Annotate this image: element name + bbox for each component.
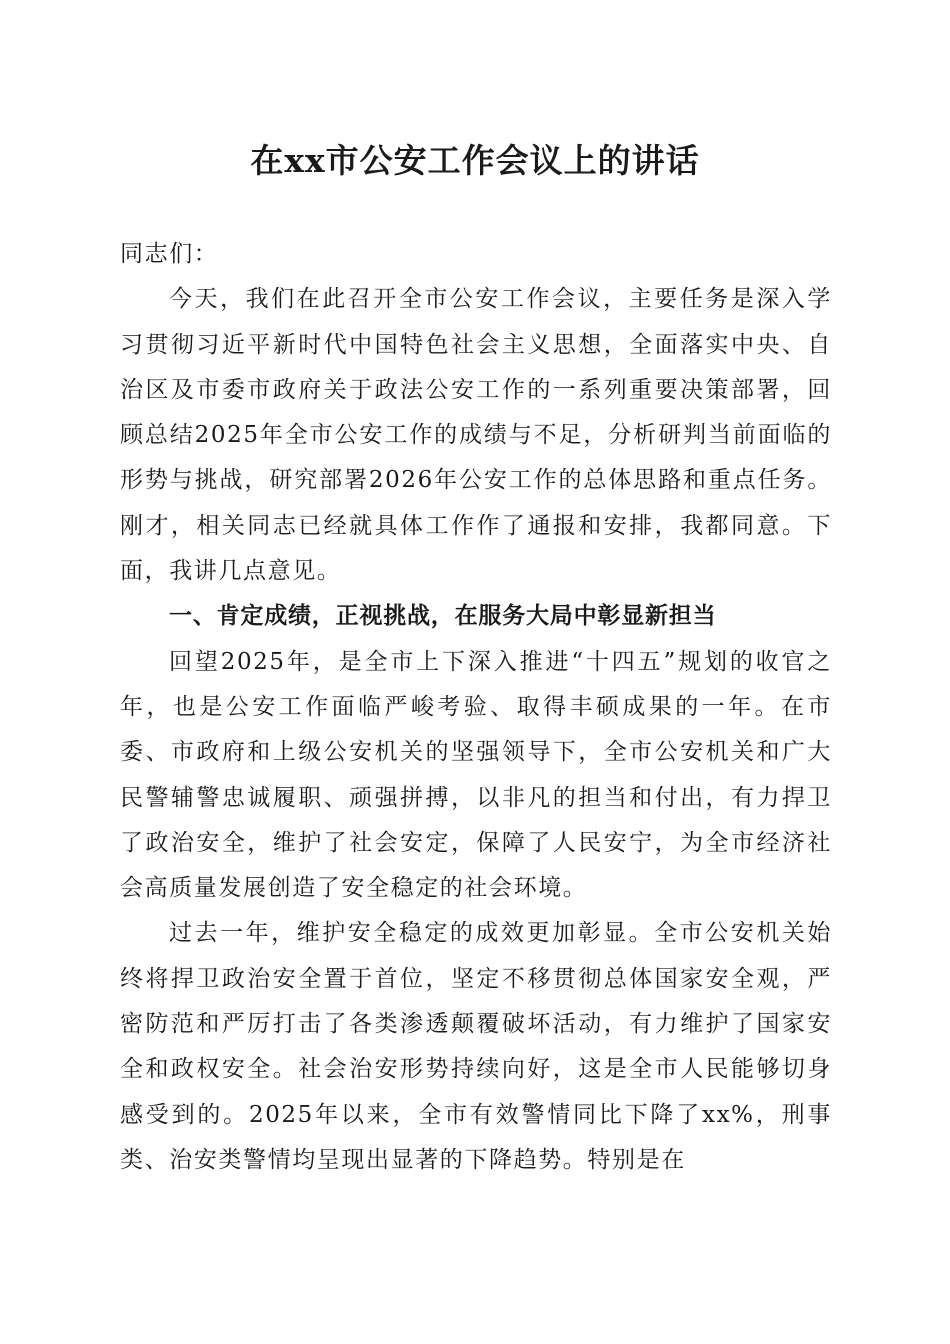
paragraph-review: 回望2025年，是全市上下深入推进“十四五”规划的收官之年，也是公安工作面临严峻考验、取得丰硕成果的一年。在市委、市政府和上级公安机关的坚强领导下，全市公安机关和广大民警辅警忠诚履职、顽强拼搏，以非凡的担当和付出，有力捍卫了政治安全，维护了社会安定，保障了人民安宁，为全市经济社会高质量发展创造了安全稳定的社会环境。 (120, 648, 832, 902)
paragraph-achievements: 过去一年，维护安全稳定的成效更加彰显。全市公安机关始终将捍卫政治安全置于首位，坚定不移贯彻总体国家安全观，严密防范和严厉打击了各类渗透颠覆破坏活动，有力维护了国家安全和政权安全。社会治安形势持续向好，这是全市人民能够切身感受到的。2025年以来，全市有效警情同比下降了xx%，刑事类、治安类警情均呈现出显著的下降趋势。特别是在 (120, 920, 832, 1173)
document-body (120, 232, 832, 1183)
section-heading: 一、肯定成绩，正视挑战，在服务大局中彰显新担当 (169, 603, 717, 630)
paragraph-opening: 今天，我们在此召开全市公安工作会议，主要任务是深入学习贯彻习近平新时代中国特色社会主义思想，全面落实中央、自治区及市委市政府关于政法公安工作的一系列重要决策部署，回顾总结2025年全市公安工作的成绩与不足，分析研判当前面临的形势与挑战，研究部署2026年公安工作的总体思路和重点任务。刚才，相关同志已经就具体工作作了通报和安排，我都同意。下面，我讲几点意见。 (120, 286, 832, 585)
document-title: 在xx市公安工作会议上的讲话 (250, 141, 700, 180)
salutation: 同志们： (120, 241, 219, 267)
